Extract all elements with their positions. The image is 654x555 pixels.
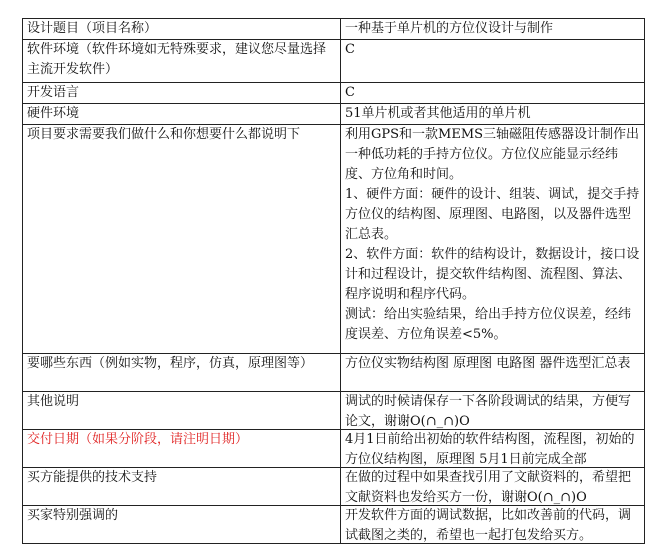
table-row [23, 125, 645, 354]
row-label-design-title: 设计题目（项目名称） [23, 19, 341, 40]
row-value-buyer-emphasis: 开发软件方面的调试数据，比如改善前的代码，调试截图之类的，希望也一起打包发给买方。 [345, 508, 632, 543]
row-value-deliverables: 方位仪实物结构图 原理图 电路图 器件选型汇总表 [345, 356, 631, 371]
table-row [23, 506, 645, 544]
row-value-design-title: 一种基于单片机的方位仪设计与制作 [341, 19, 645, 40]
row-label-delivery-date: 交付日期（如果分阶段，请注明日期） [23, 430, 341, 468]
table-row [23, 83, 645, 104]
row-label-tech-support: 买方能提供的技术支持 [23, 468, 341, 506]
table-row [23, 19, 645, 40]
table-row [23, 392, 645, 430]
requirement-paragraph: 利用GPS和一款MEMS三轴磁阻传感器设计制作出一种低功耗的手持方位仪。方位仪应能显示经纬度、方位角和时间。 [345, 127, 640, 182]
row-value-tech-support: 在做的过程中如果查找引用了文献资料的，希望把文献资料也发给买方一份，谢谢O(∩_∩)O [345, 470, 632, 505]
table-row [23, 430, 645, 468]
table-row [23, 468, 645, 506]
row-label-software-env: 软件环境（软件环境如无特殊要求，建议您尽量选择主流开发软件） [23, 40, 341, 83]
row-value-other-notes: 调试的时候请保存一下各阶段调试的结果，方便写论文，谢谢O(∩_∩)O [345, 394, 632, 429]
table-row [23, 354, 645, 392]
row-label-other-notes: 其他说明 [23, 392, 341, 430]
requirements-table [22, 18, 645, 544]
row-label-hardware-env: 硬件环境 [23, 104, 341, 125]
table-row [23, 40, 645, 83]
row-value-software-env: C [341, 40, 645, 83]
row-value-project-requirements [341, 125, 645, 354]
row-value-hardware-env: 51单片机或者其他适用的单片机 [341, 104, 645, 125]
requirement-paragraph: 1、硬件方面：硬件的设计、组装、调试，提交手持方位仪的结构图、原理图、电路图，以及器件选型汇总表。 [345, 187, 640, 242]
row-value-dev-language: C [341, 83, 645, 104]
table-row [23, 104, 645, 125]
row-value-delivery-date: 4月1日前给出初始的软件结构图，流程图，初始的方位仪结构图，原理图 5月1日前完成全部 [345, 432, 635, 467]
row-label-dev-language: 开发语言 [23, 83, 341, 104]
requirement-paragraph: 测试：给出实验结果，给出手持方位仪误差，经纬度误差、方位角误差<5%。 [345, 307, 632, 342]
row-label-buyer-emphasis: 买家特别强调的 [23, 506, 341, 544]
row-label-deliverables: 要哪些东西（例如实物，程序，仿真，原理图等） [23, 354, 341, 392]
requirement-paragraph: 2、软件方面：软件的结构设计，数据设计，接口设计和过程设计，提交软件结构图、流程图、算法、程序说明和程序代码。 [345, 247, 640, 302]
row-label-project-requirements: 项目要求需要我们做什么和你想要什么都说明下 [23, 125, 341, 354]
